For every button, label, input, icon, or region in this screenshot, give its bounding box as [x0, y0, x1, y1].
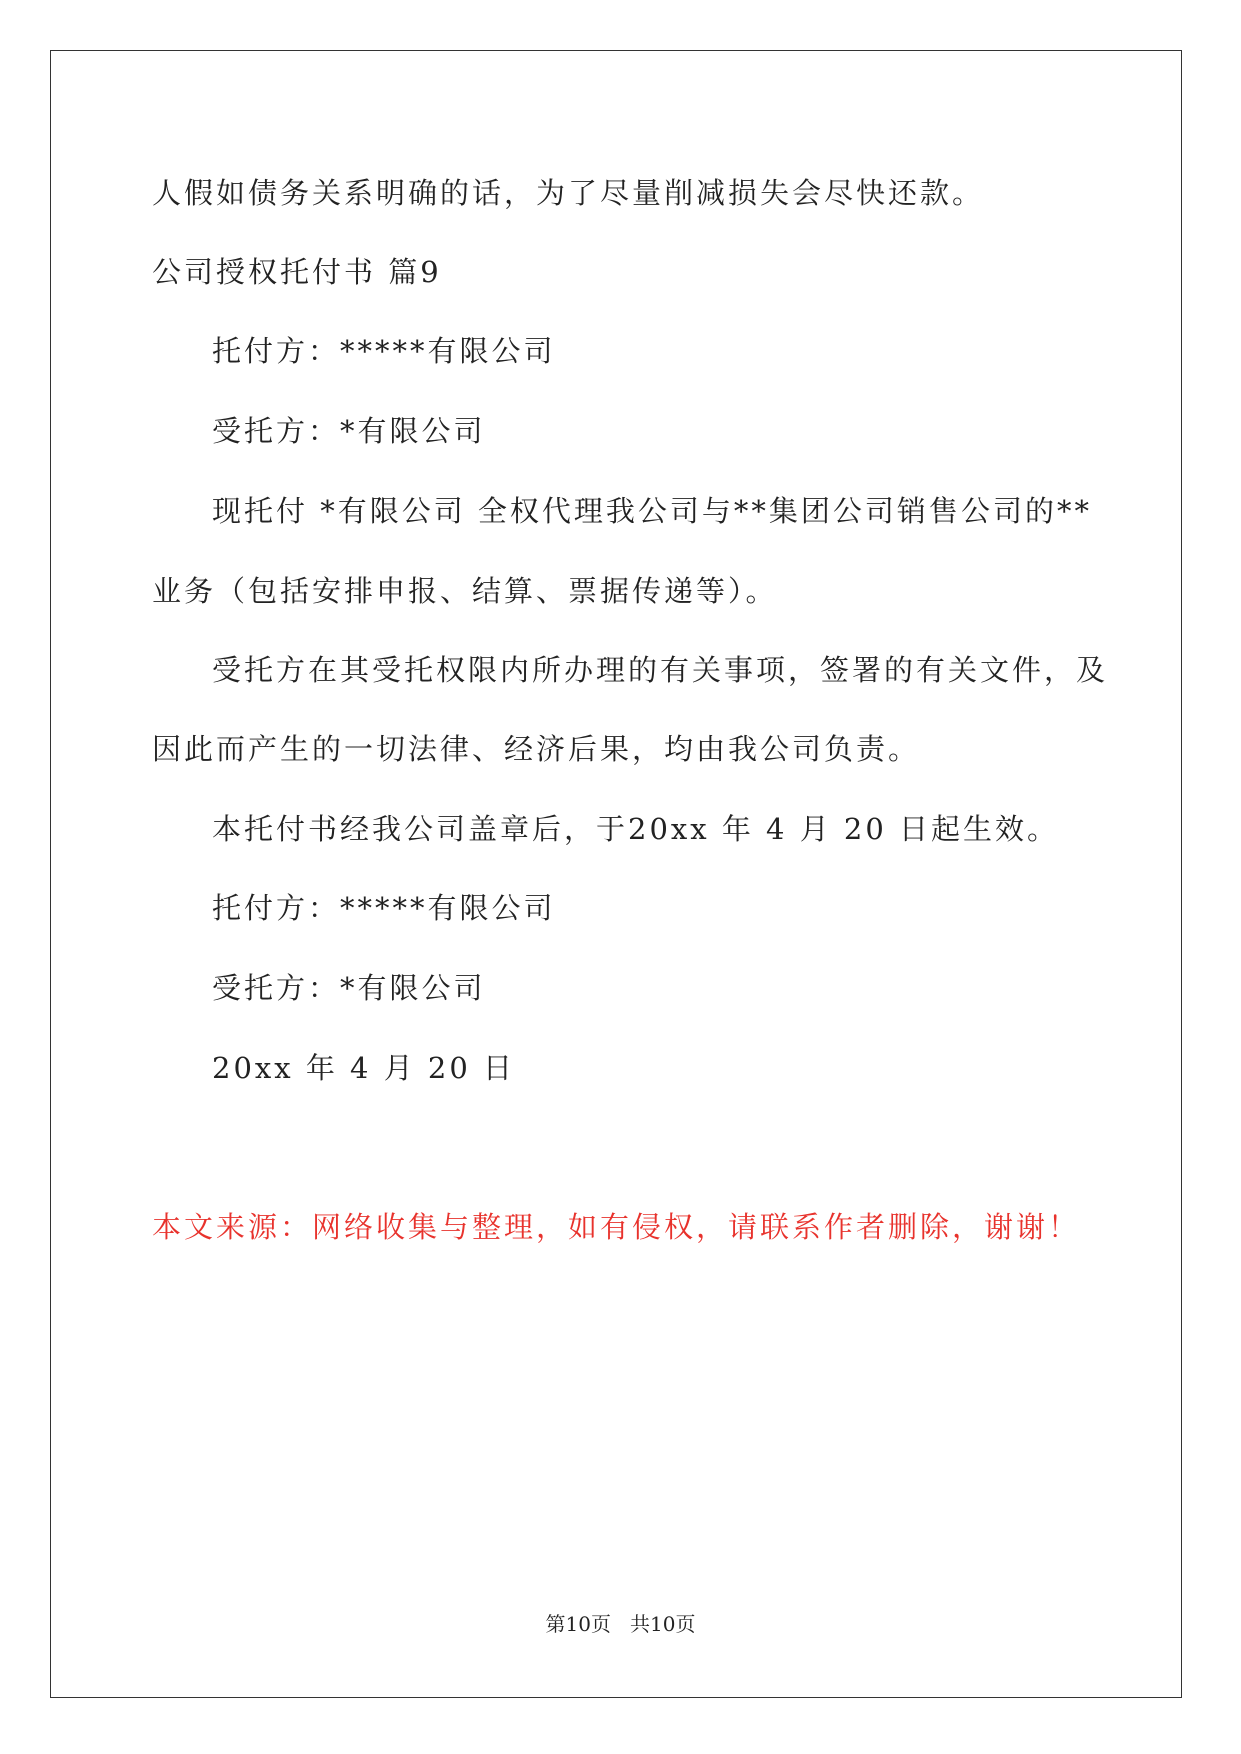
signature-date-line: 20xx 年 4 月 20 日 — [212, 1051, 516, 1085]
authorization-text-line-1: 现托付 *有限公司 全权代理我公司与**集团公司销售公司的** — [212, 494, 1092, 528]
responsibility-text-line-1: 受托方在其受托权限内所办理的有关事项，签署的有关文件，及 — [212, 653, 1109, 687]
page-border — [50, 50, 1182, 1698]
signature-agent-line: 受托方：*有限公司 — [212, 971, 486, 1005]
effective-date-text: 本托付书经我公司盖章后，于20xx 年 4 月 20 日起生效。 — [212, 812, 1060, 846]
section-heading: 公司授权托付书 篇9 — [152, 255, 442, 289]
source-notice: 本文来源：网络收集与整理，如有侵权，请联系作者删除，谢谢！ — [152, 1210, 1081, 1244]
authorization-text-line-2: 业务（包括安排申报、结算、票据传递等）。 — [152, 574, 778, 608]
principal-line: 托付方：*****有限公司 — [212, 334, 556, 368]
signature-principal-line: 托付方：*****有限公司 — [212, 891, 556, 925]
responsibility-text-line-2: 因此而产生的一切法律、经济后果，均由我公司负责。 — [152, 732, 921, 766]
page-footer: 第10页 共10页 — [545, 1612, 696, 1636]
agent-line: 受托方：*有限公司 — [212, 414, 486, 448]
paragraph-continuation: 人假如债务关系明确的话，为了尽量削减损失会尽快还款。 — [152, 176, 985, 210]
